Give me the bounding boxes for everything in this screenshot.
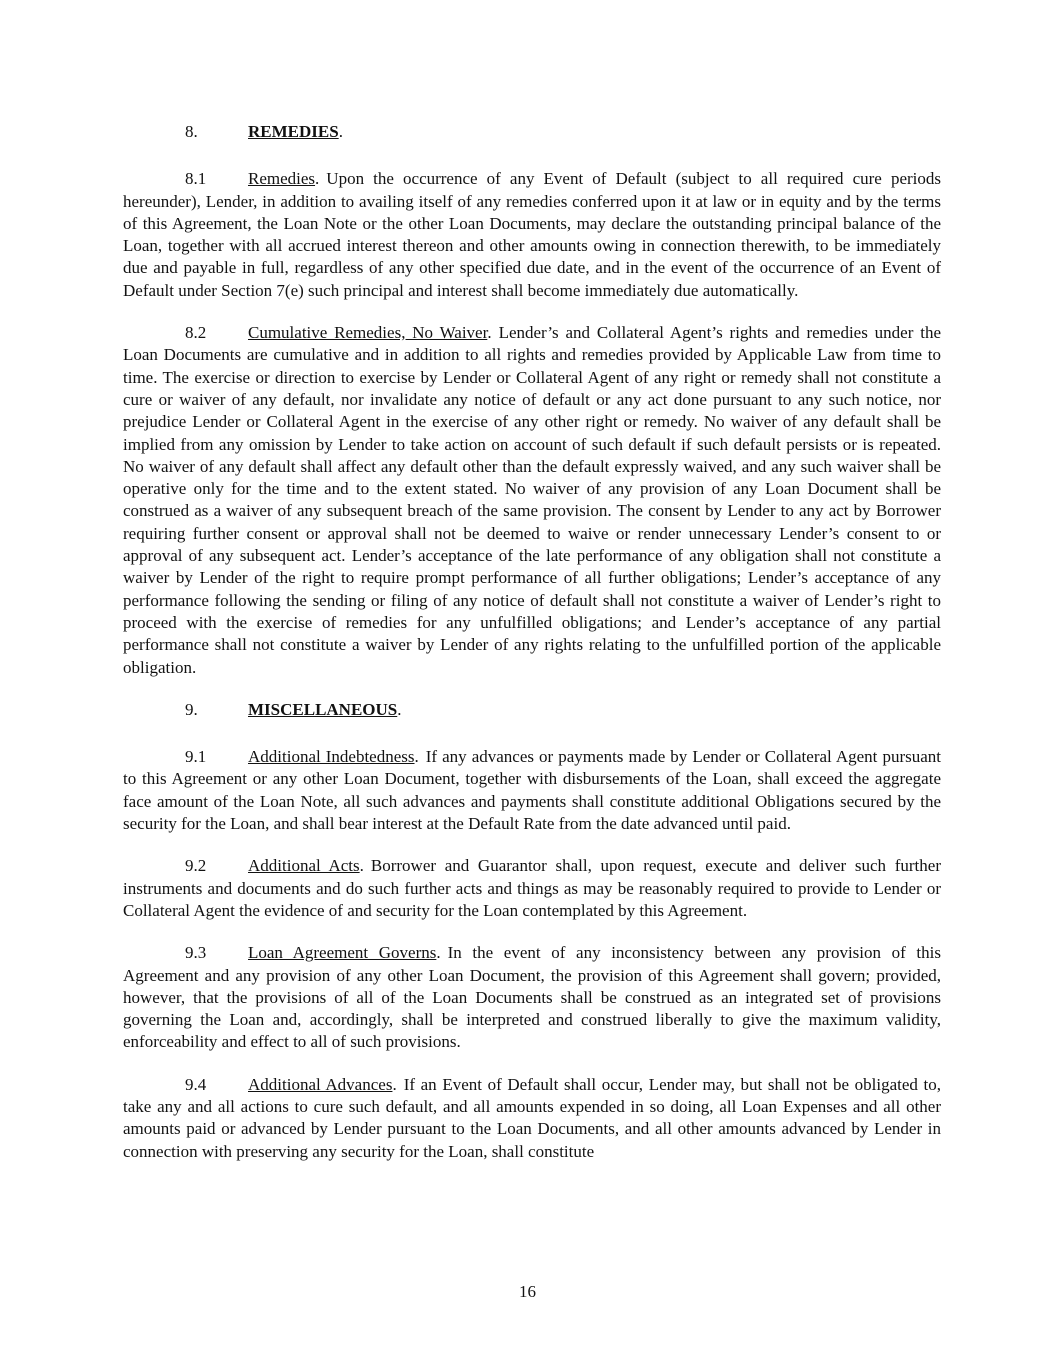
section-title: MISCELLANEOUS [248,699,398,719]
clause-8-1 [123,168,941,302]
clause-number: 9.4 [185,1074,207,1094]
section-title-period: . [397,699,402,719]
clause-9-2 [123,855,941,922]
clause-heading: Additional Advances [248,1074,393,1094]
section-heading-8 [123,121,941,143]
clause-8-2 [123,322,941,679]
clause-number: 8.2 [185,323,207,343]
clause-body: In the event of any inconsistency between any provision of this Agreement and any provision of any other Loan Document, the provision of this Agreement shall govern; provided, however, that the provisions of all of the Loan Documents shall be construed as an integrated set of provisions governing the Loan and, accordingly, shall be interpreted and construed liberally to give the maximum validity, enforceability and effect to all of such provisions. [123,943,941,1052]
clause-heading-period: . [392,1074,397,1094]
section-heading-9 [123,699,941,721]
clause-9-1 [123,746,941,835]
clause-heading: Additional Acts [248,856,360,876]
clause-body: If an Event of Default shall occur, Lender may, but shall not be obligated to, take any and all actions to cure such default, and all amounts expended in so doing, all Loan Expenses and all other amounts paid or advanced by Lender pursuant to the Loan Documents, and all other amounts advanced by Lender in connection with preserving any security for the Loan, shall constitute [123,1074,941,1161]
clause-9-4 [123,1074,941,1163]
document-body [123,121,941,1183]
clause-heading-period: . [315,169,320,189]
clause-number: 8.1 [185,169,207,189]
clause-heading-period: . [436,943,441,963]
clause-heading: Remedies [248,169,316,189]
clause-9-3 [123,942,941,1053]
clause-heading-period: . [414,747,419,767]
clause-body: Upon the occurrence of any Event of Default (subject to all required cure periods hereunder), Lender, in addition to availing itself of any remedies conferred upon it at law or in equity and by the terms of this Agreement, the Loan Note or the other Loan Documents, may declare the outstanding principal balance of the Loan, together with all accrued interest thereon and other amounts owing in connection therewith, to be immediately due and payable in full, regardless of any other specified due date, and in the event of the occurrence of an Event of Default under Section 7(e) such principal and interest shall become immediately due automatically. [123,169,941,300]
clause-heading-period: . [487,323,492,343]
clause-body: Lender’s and Collateral Agent’s rights and remedies under the Loan Documents are cumulative and in addition to all rights and remedies provided by Applicable Law from time to time. The exercise or direction to exercise by Lender or Collateral Agent of any right or remedy shall not constitute a cure or waiver of any default, nor invalidate any notice of default or any act done pursuant to any such notice, nor prejudice Lender or Collateral Agent in the exercise of any other right or remedy. No waiver of any default shall be implied from any omission by Lender to take action on account of such default if such default persists or is repeated. No waiver of any default shall affect any default other than the default expressly waived, and any such waiver shall be operative only for the time and to the extent stated. No waiver of any provision of any Loan Document shall be construed as a waiver of any subsequent breach of the same provision. The consent by Lender to any act by Borrower requiring further consent or approval shall not be deemed to waive or render unnecessary Lender’s consent to or approval of any subsequent act. Lender’s acceptance of the late performance of any obligation shall not constitute a waiver by Lender of the right to require prompt performance of all further obligations; Lender’s acceptance of any performance following the sending or filing of any notice of default shall not constitute a waiver of Lender’s right to proceed with the exercise of remedies for any unfulfilled obligations; and Lender’s acceptance of any partial performance shall not constitute a waiver by Lender of any rights relating to the unfulfilled portion of the applicable obligation. [123,323,941,677]
clause-body: If any advances or payments made by Lender or Collateral Agent pursuant to this Agreement or any other Loan Document, together with disbursements of the Loan, shall exceed the aggregate face amount of the Loan Note, all such advances and payments shall constitute additional Obligations secured by the security for the Loan, and shall bear interest at the Default Rate from the date advanced until paid. [123,747,941,834]
clause-heading: Additional Indebtedness [248,747,415,767]
clause-number: 9.1 [185,747,207,767]
section-title-period: . [338,122,343,141]
clause-heading-period: . [359,856,364,876]
clause-heading: Cumulative Remedies, No Waiver [248,323,488,343]
clause-body: Borrower and Guarantor shall, upon request, execute and deliver such further instruments and documents and do such further acts and things as may be reasonably required to provide to Lender or Collateral Agent the evidence of and security for the Loan contemplated by this Agreement. [123,856,941,920]
section-title: REMEDIES [248,122,339,141]
section-number: 9. [185,699,198,719]
clause-number: 9.3 [185,943,207,963]
clause-number: 9.2 [185,856,207,876]
clause-heading: Loan Agreement Governs [248,943,437,963]
page-number: 16 [519,1282,536,1301]
section-number: 8. [185,122,198,141]
